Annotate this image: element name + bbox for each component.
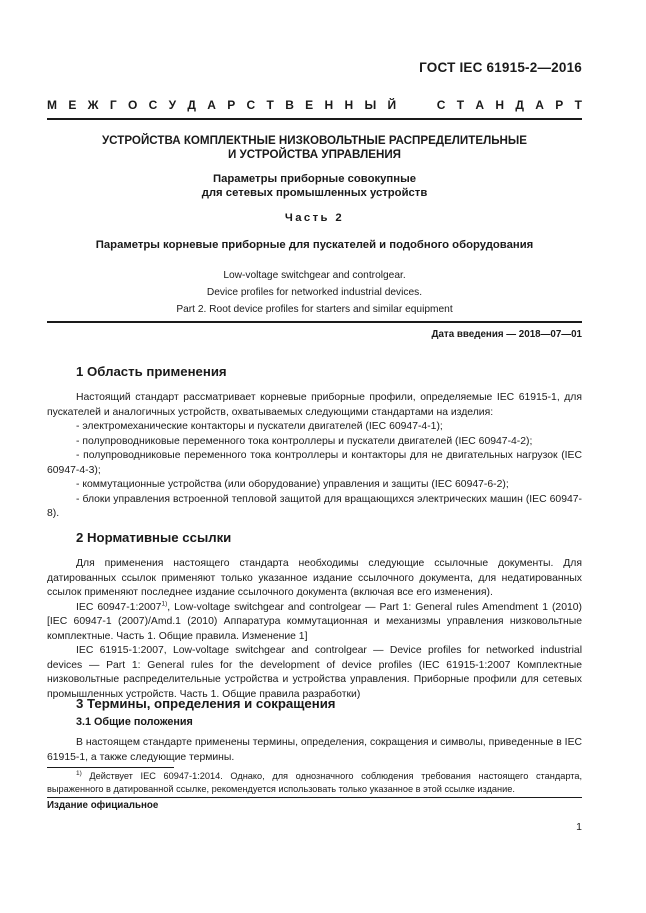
footnote-mark: 1) (76, 769, 82, 777)
section-3-heading: 3 Термины, определения и сокращения (76, 696, 336, 711)
interstate-standard-banner (47, 98, 582, 112)
footnote-text: Действует IEC 60947-1:2014. Однако, для однозначного соблюдения требования настоящего стандарта, выраженного в датированной ссылке, рекомендуется использовать только указанное в этой ссылке издание. (47, 771, 582, 794)
list-item: - полупроводниковые переменного тока контроллеры и контакторы для не двигательных нагрузок (IEC 60947-4-3); (47, 450, 582, 476)
banner-letter: А (207, 98, 216, 112)
banner-letter: Е (305, 98, 314, 112)
english-title-line-3: Part 2. Root device profiles for starters and similar equipment (176, 304, 453, 315)
banner-letter (422, 98, 425, 112)
banner-letter: Й (387, 98, 397, 112)
banner-letter: Д (187, 98, 196, 112)
banner-letter: Н (344, 98, 354, 112)
banner-letter: Е (68, 98, 77, 112)
document-title (47, 134, 582, 162)
banner-letter: М (47, 98, 57, 112)
official-edition-label: Издание официальное (47, 800, 159, 811)
standard-code: ГОСТ IEC 61915-2—2016 (419, 60, 582, 75)
section-1-heading: 1 Область применения (76, 364, 227, 379)
section-3-paragraph: В настоящем стандарте применены термины, определения, сокращения и символы, приведенные в IEC 61915-1, а также следующие термины. (47, 737, 582, 763)
banner-letter: Н (495, 98, 505, 112)
english-title (47, 267, 582, 318)
footer-rule (47, 797, 582, 798)
part-name: Параметры корневые приборные для пускателей и подобного оборудования (95, 239, 534, 251)
subtitle-line-2: для сетевых промышленных устройств (201, 186, 428, 199)
reference-2: IEC 61915-1:2007, Low-voltage switchgear and controlgear — Device profiles for networked industrial devices — Part 1: General rules for the development of device profiles (IEC 61915-1:2007 Комплектные низковольтные распределительные устройства и устройства управления. Приборные профили для сетевых промышленных устройств. Часть 1. Общие правила разработки) (47, 645, 582, 700)
subsection-3-1-heading: 3.1 Общие положения (76, 716, 193, 728)
introduction-date: Дата введения — 2018—07—01 (431, 329, 582, 340)
subtitle-line-1: Параметры приборные совокупные (212, 173, 417, 185)
banner-letter (407, 98, 410, 112)
section-2-heading: 2 Нормативные ссылки (76, 530, 232, 545)
banner-letter: Н (324, 98, 334, 112)
title-line-2: И УСТРОЙСТВА УПРАВЛЕНИЯ (227, 148, 402, 161)
list-item: - электромеханические контакторы и пускатели двигателей (IEC 60947-4-1); (76, 421, 443, 432)
section-3-body (47, 736, 582, 765)
banner-letter: У (168, 98, 177, 112)
list-item: - полупроводниковые переменного тока контроллеры и пускатели двигателей (IEC 60947-4-2); (76, 435, 533, 447)
section-1-paragraph: Настоящий стандарт рассматривает корневые приборные профили, определяемые IEC 61915-1, для пускателей и аналогичных устройств, охватываемых следующими стандартами на изделия: (47, 392, 582, 418)
reference-1-text: , Low-voltage switchgear and controlgear — Part 1: General rules Amendment 1 (2010) [IEC 60947-1 (2007)/Amd.1 (2010) Аппаратура коммутационная и механизмы управления низковольтные комплектные. Часть 1. Общие правила. Изменение 1] (47, 601, 583, 642)
reference-1 (47, 601, 582, 645)
part-label: Часть 2 (284, 212, 345, 224)
banner-letter: О (127, 98, 138, 112)
banner-letter: А (475, 98, 485, 112)
banner-letter: С (246, 98, 256, 112)
banner-letter: Д (515, 98, 524, 112)
banner-letter: Р (555, 98, 564, 112)
reference-1-code: IEC 60947-1:2007 (76, 601, 162, 613)
document-subtitle (47, 173, 582, 200)
banner-letter: В (285, 98, 294, 112)
english-title-line-1: Low-voltage switchgear and controlgear. (223, 270, 406, 281)
banner-letter: С (148, 98, 158, 112)
banner-letter: А (535, 98, 544, 112)
footnote-rule (47, 767, 174, 768)
banner-letter: Т (456, 98, 465, 112)
english-title-line-2: Device profiles for networked industrial devices. (206, 287, 423, 298)
footnote (47, 770, 582, 796)
banner-letter: С (436, 98, 446, 112)
banner-letter: Р (227, 98, 236, 112)
footnote-text-block (47, 770, 582, 796)
section-2-body (47, 557, 582, 702)
title-line-1: УСТРОЙСТВА КОМПЛЕКТНЫЕ НИЗКОВОЛЬТНЫЕ РАСПРЕДЕЛИТЕЛЬНЫЕ (101, 134, 528, 147)
title-rule (47, 321, 582, 323)
list-item: - блоки управления встроенной тепловой защитой для вращающихся электрических машин (IEC 60947-8). (47, 493, 582, 519)
banner-letter: Ы (364, 98, 377, 112)
list-item: - коммутационные устройства (или оборудование) управления и защиты (IEC 60947-6-2); (76, 479, 509, 490)
banner-letter: Т (574, 98, 582, 112)
header-rule (47, 118, 582, 120)
section-1-body (47, 391, 582, 522)
footnote-reference-mark: 1) (161, 600, 168, 608)
banner-letter: Г (109, 98, 117, 112)
banner-letter: Т (266, 98, 274, 112)
section-2-paragraph: Для применения настоящего стандарта необходимы следующие ссылочные документы. Для датированных ссылок применяют только указанное издание ссылочного документа, для недатированных ссылок применяют последнее издание ссылочного документа (включая все его изменения). (47, 558, 582, 598)
banner-letter: Ж (87, 98, 99, 112)
page-number: 1 (576, 821, 582, 833)
